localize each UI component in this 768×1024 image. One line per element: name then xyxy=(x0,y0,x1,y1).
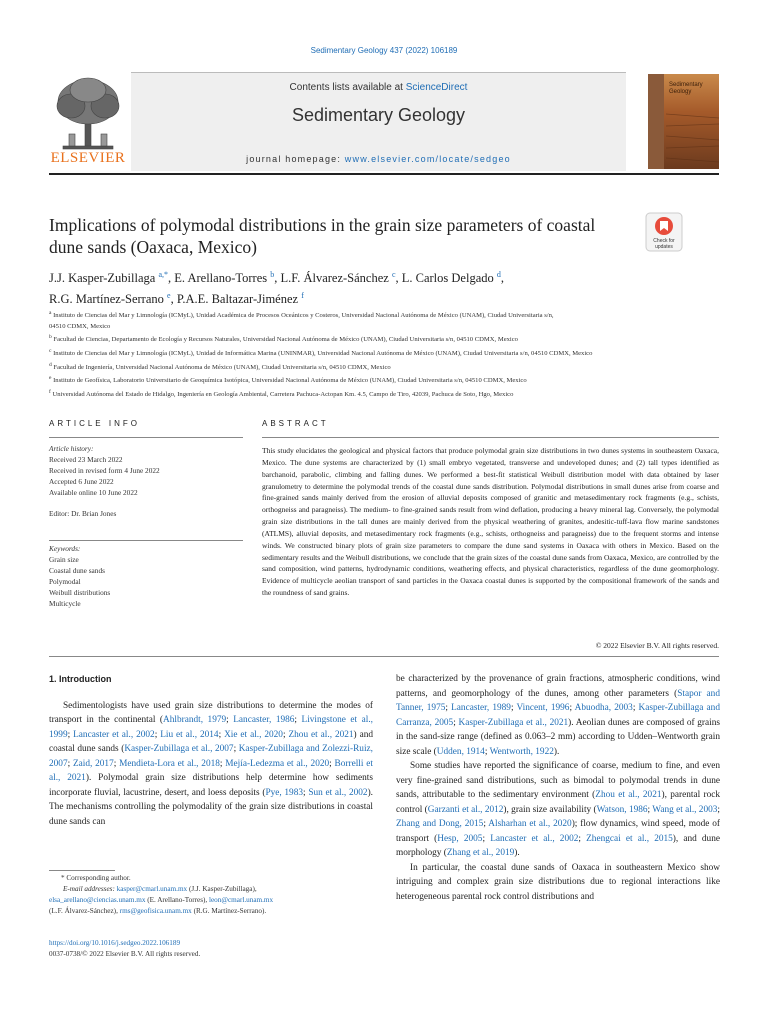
affiliation-marker: e xyxy=(49,375,52,382)
homepage-link[interactable]: www.elsevier.com/locate/sedgeo xyxy=(344,154,511,164)
affiliation-list xyxy=(49,308,729,401)
paragraph-text: ; xyxy=(647,804,653,815)
affiliation-marker: a xyxy=(49,310,52,316)
abstract-heading: ABSTRACT xyxy=(262,419,329,428)
paragraph-text: ), grain size availability ( xyxy=(503,804,597,815)
author-name[interactable]: L.F. Álvarez-Sánchez $^c$ xyxy=(280,270,396,286)
journal-citation[interactable]: Sedimentary Geology 437 (2022) 106189 xyxy=(310,46,458,55)
paragraph-text: ; xyxy=(67,758,73,769)
affiliation-item: 04510 CDMX, Mexico xyxy=(49,322,111,330)
reference-link[interactable]: Abuodha, 2003 xyxy=(574,703,633,713)
paragraph-text: ; xyxy=(484,746,490,757)
keyword-item: Grain size xyxy=(49,555,79,564)
affiliation-item: $^e$ Instituto de Geofísica, Laboratorio Universitario de Geoquímica Isotópica, Universidad Nacional Autónoma de México (UNAM), Ciudad Universitaria s/n, 04510 CDMX, Mexico xyxy=(49,375,527,385)
reference-link[interactable]: Zhou et al., 2021 xyxy=(288,729,354,740)
paragraph-text: ; xyxy=(329,758,335,769)
affiliation-item: $^f$ Universidad Autónoma del Estado de Hidalgo, Ingeniería en Geología Ambiental, Carretera Pachuca-Actopan Km. 4.5, Campo de Tiro, 42039, Pachuca de Soto, Hgo, Mexico xyxy=(49,388,514,399)
email-link[interactable]: elsa_arellano@ciencias.unam.mx xyxy=(49,896,146,904)
reference-link[interactable]: Vincent, 1996 xyxy=(516,703,570,713)
paragraph-text: ; xyxy=(717,804,720,815)
article-info-heading: ARTICLE INFO xyxy=(49,419,140,428)
keywords-rule xyxy=(49,540,243,541)
reference-link[interactable]: Zhengcai et al., 2015 xyxy=(586,833,673,844)
paragraph-text: ; xyxy=(226,715,234,725)
article-history xyxy=(49,443,249,498)
paragraph-text: ; xyxy=(569,703,575,713)
paragraph-text: be characterized by the provenance of grain fractions, atmospheric conditions, wind patterns, and geomorphology of the dunes, among other parameters ( xyxy=(396,674,720,699)
paragraph-text: ). Polymodal grain size distributions help determine how sediments incorporate fluvial, lacustrine, desert, and loess deposits ( xyxy=(49,773,374,798)
paragraph-text: ), parental rock control ( xyxy=(396,790,720,815)
sciencedirect-link[interactable]: ScienceDirect xyxy=(405,82,468,93)
email-label: E-mail addresses: xyxy=(63,885,115,893)
affiliation-marker: c xyxy=(49,347,52,354)
check-updates-line-1: Check for xyxy=(653,238,675,244)
keyword-item: Multicycle xyxy=(49,599,81,608)
reference-link[interactable]: Lancaster et al., 2002 xyxy=(490,833,579,844)
footnote-rule xyxy=(49,870,115,871)
intro-paragraph-4: In particular, the coastal dune sands of Oaxaca in southeastern Mexico show intriguing and complex grain size distributions due to regional interactions like heterogeneous parental rock control distributions and xyxy=(396,862,720,902)
contents-available-line xyxy=(131,82,626,93)
reference-link[interactable]: Kasper-Zubillaga and Zolezzi-Ruiz, 2007 xyxy=(49,744,373,769)
paragraph-text: ; xyxy=(154,729,161,740)
reference-link[interactable]: Udden, 1914 xyxy=(436,746,485,757)
email-owner: (J.J. Kasper-Zubillaga), xyxy=(188,885,257,893)
reference-link[interactable]: Zaid, 2017 xyxy=(72,758,114,769)
abstract-copyright: © 2022 Elsevier B.V. All rights reserved. xyxy=(595,641,719,650)
reference-link[interactable]: Liu et al., 2014 xyxy=(160,729,219,740)
email-owner: (R.G. Martínez-Serrano). xyxy=(193,907,267,915)
intro-paragraph-1 xyxy=(49,699,373,830)
reference-link[interactable]: Stapor and Tanner, 1975 xyxy=(396,688,720,713)
paragraph-text: ; xyxy=(578,833,587,844)
reference-link[interactable]: Alsharhan et al., 2020 xyxy=(488,819,572,829)
reference-link[interactable]: Zhang et al., 2019 xyxy=(446,848,515,858)
paragraph-text: ; xyxy=(113,758,120,769)
reference-link[interactable]: Hesp, 2005 xyxy=(437,833,483,844)
author-name[interactable]: R.G. Martínez-Serrano $^e$ xyxy=(49,291,171,307)
history-received: Received 23 March 2022 xyxy=(49,455,123,464)
body-right-column xyxy=(396,672,720,904)
cover-line-1: Sedimentary xyxy=(669,82,703,88)
corresponding-author-note: Corresponding author. xyxy=(66,874,131,882)
abstract-bottom-rule xyxy=(49,656,719,657)
doi-link[interactable]: https://doi.org/10.1016/j.sedgeo.2022.106189 xyxy=(49,939,181,947)
reference-link[interactable]: Pye, 1983 xyxy=(265,787,304,798)
reference-link[interactable]: Sun et al., 2002 xyxy=(308,787,368,798)
keywords-list xyxy=(49,543,249,609)
author-affiliation-marker[interactable]: e xyxy=(167,291,171,301)
cover-line-2: Geology xyxy=(669,89,692,95)
reference-link[interactable]: Kasper-Zubillaga and Carranza, 2005 xyxy=(396,703,720,728)
reference-link[interactable]: Ahlbrandt, 1979 xyxy=(163,715,227,725)
reference-link[interactable]: Lancaster et al., 2002 xyxy=(73,729,155,740)
reference-link[interactable]: Livingstone et al., 1999 xyxy=(49,715,373,740)
section-heading-introduction: 1. Introduction xyxy=(49,674,112,684)
paragraph-text: ). Aeolian dunes are composed of grains in the sand-size range (defined as 0.063–2 mm) according to Udden–Wentworth grain size scale ( xyxy=(396,717,720,757)
paragraph-text: ), and dune morphology ( xyxy=(396,833,720,858)
paragraph-text: ). xyxy=(514,848,520,858)
paragraph-text: ; xyxy=(282,729,289,740)
reference-link[interactable]: Xie et al., 2020 xyxy=(224,729,283,740)
paragraph-text: ; xyxy=(218,729,225,740)
reference-link[interactable]: Lancaster, 1989 xyxy=(451,703,511,713)
journal-title: Sedimentary Geology xyxy=(291,105,466,125)
affiliation-item: $^b$ Facultad de Ciencias, Departamento de Ecología y Recursos Naturales, Universidad Nacional Autónoma de México (UNAM), Ciudad Universitaria s/n, 04510 CDMX, Mexico xyxy=(49,334,518,344)
editor-line: Editor: Dr. Brian Jones xyxy=(49,509,117,518)
paragraph-text: ; xyxy=(233,744,239,754)
contents-prefix: Contents lists available at xyxy=(289,82,403,93)
intro-paragraph-3 xyxy=(396,759,720,861)
history-label: Article history: xyxy=(49,444,94,453)
reference-link[interactable]: Kasper-Zubillaga et al., 2007 xyxy=(124,744,234,754)
body-left-column xyxy=(49,672,373,829)
paragraph-text: Sedimentologists have used grain size distributions to determine the modes of transport in the continental ( xyxy=(49,700,373,725)
author-name[interactable]: P.A.E. Baltazar-Jiménez $^f$ xyxy=(176,291,304,307)
intro-paragraph-2 xyxy=(396,672,720,759)
keyword-item: Weibull distributions xyxy=(49,588,111,597)
reference-link[interactable]: Zhang and Dong, 2015 xyxy=(396,819,484,829)
paragraph-text: Some studies have reported the significance of coarse, medium to fine, and even very fine-grained sand distributions, such as bimodal to polymodal trends in dune sands, attributable to the sedimentary environment ( xyxy=(396,761,720,800)
paragraph-text: ; xyxy=(483,819,489,829)
author-affiliation-marker[interactable]: d xyxy=(496,270,501,279)
paragraph-text: ; xyxy=(510,703,517,713)
author-name[interactable]: L. Carlos Delgado $^d$ xyxy=(401,270,501,286)
asterisk-icon: * xyxy=(61,874,67,882)
reference-link[interactable]: Kasper-Zubillaga et al., 2021 xyxy=(458,717,569,728)
reference-link[interactable]: Wang et al., 2003 xyxy=(652,804,718,815)
email-link[interactable]: kasper@cmarl.unam.mx xyxy=(116,885,188,893)
cover-title xyxy=(669,82,715,96)
email-owner: (L.F. Álvarez-Sánchez), xyxy=(49,907,118,915)
paragraph-text: ). xyxy=(553,746,560,757)
header-bottom-rule xyxy=(49,173,719,175)
check-for-updates-badge[interactable] xyxy=(645,212,683,252)
reference-link[interactable]: Watson, 1986 xyxy=(596,804,648,815)
email-link[interactable]: rms@geofisica.unam.mx xyxy=(119,907,192,915)
homepage-prefix: journal homepage: xyxy=(246,154,342,164)
journal-homepage-line xyxy=(131,154,626,164)
history-revised: Received in revised form 4 June 2022 xyxy=(49,466,160,475)
author-affiliation-marker[interactable]: c xyxy=(391,270,396,279)
paragraph-text: ; xyxy=(453,717,459,728)
reference-link[interactable]: Lancaster, 1986 xyxy=(233,715,295,725)
paragraph-text: ; xyxy=(303,787,309,798)
keyword-item: Polymodal xyxy=(49,577,81,586)
paragraph-text: ; xyxy=(294,715,302,725)
abstract-text: This study elucidates the geological and physical factors that produce polymodal grain size distributions in two dunes systems in southeastern Oaxaca, Mexico. The dune systems are characterized by (1) small embryo vegetated, transverse and undeveloped dunes; and (2) tall types identified as barchanoid, parabolic, climbing and falling dunes. We performed a best-fit statistical Weibull distribution model with data obtained by laser granulometry to determine the polymodal trends of the coastal dune sands distribution. Polymodal distributions in small dunes arise from coarse and fine-grained sands mainly derived from the erosion of alluvial deposits composed of granitic and metasedimentary rock fragments (e.g., schists, orthogneiss and paragneiss). The medium- to fine-grained sands result from wind deflation, producing a heavy mineral lag. Conversely, the polymodal grain size distributions in the tall dunes are mainly derived from the physical weathering of granites, andesitic-tuff-lava flow marine sandstones (ATLMS), alluvial deposits, and metasedimentary rock fragments (e.g., schists, orthogneiss and paragneiss) due to the frequent storms and intense winds. We constructed binary plots of grain size parameters to compare the dune sand systems in Oaxaca with others in Mexico. Based on the sedimentary results and the Weibull distributions, we conclude that the grain sizes of the coastal dune sands from Oaxaca, Mexico, are controlled by the sand composition, wind patterns, hydrodynamic conditions, weathering effects, and physical characteristics, regardless of the dune geomorphology. Evidence of multicycle aeolian transport of sand particles in the Oaxaca coastal dunes is supported by the compositional framework of the sands and the roundness of sand grains. xyxy=(262,446,719,598)
header-top-rule xyxy=(131,72,626,73)
reference-link[interactable]: Borrelli et al., 2021 xyxy=(49,758,373,783)
email-link[interactable]: leon@cmarl.unam.mx xyxy=(209,896,274,904)
paragraph-text: ; xyxy=(219,758,226,769)
paragraph-text: ; xyxy=(632,703,639,713)
author-name[interactable]: J.J. Kasper-Zubillaga $^{a,*}$ xyxy=(49,270,169,286)
reference-link[interactable]: Garzanti et al., 2012 xyxy=(427,804,504,815)
paragraph-text: ; xyxy=(67,729,74,740)
affiliation-item: $^a$ Instituto de Ciencias del Mar y Limnología (ICMyL), Unidad Académica de Procesos Oceánicos y Costeros, Universidad Nacional Autónoma de México (UNAM), Ciudad Universitaria s/n, xyxy=(49,310,554,320)
paragraph-text: ). The mechanisms controlling the polymodality of the grain size distributions in coastal dune sands can xyxy=(49,787,373,827)
author-affiliation-marker[interactable]: f xyxy=(301,291,304,301)
author-affiliation-marker[interactable]: b xyxy=(270,270,275,279)
keywords-label: Keywords: xyxy=(49,544,81,553)
footnotes xyxy=(49,873,379,917)
reference-link[interactable]: Wentworth, 1922 xyxy=(489,746,554,757)
paragraph-text: ) and coastal dune sands ( xyxy=(49,729,373,754)
author-affiliation-marker[interactable]: a,* xyxy=(158,270,169,279)
publisher-name: ELSEVIER xyxy=(50,150,126,166)
reference-link[interactable]: Zhou et al., 2021 xyxy=(595,790,662,800)
article-title: Implications of polymodal distributions in the grain size parameters of coastal dune sands (Oaxaca, Mexico) xyxy=(49,215,596,257)
check-updates-line-2: updates xyxy=(655,244,673,250)
affiliation-item: $^c$ Instituto de Ciencias del Mar y Limnología (ICMyL), Unidad de Informática Marina (UNINMAR), Universidad Nacional Autónoma de México (UNAM), Ciudad Universitaria s/n, 04510 CDMX, Mexico xyxy=(49,347,593,358)
affiliation-marker: f xyxy=(49,388,51,395)
issn-copyright: 0037-0738/© 2022 Elsevier B.V. All rights reserved. xyxy=(49,950,201,958)
author-list: J.J. Kasper-Zubillaga $^{a,*}$, E. Arellano-Torres $^b$, L.F. Álvarez-Sánchez $^c$, L. Carlos Delgado $^d$, R.G. Martínez-Serrano $^e$, P.A.E. Baltazar-Jiménez $^f$ xyxy=(49,270,504,307)
history-accepted: Accepted 6 June 2022 xyxy=(49,477,114,486)
paragraph-text: ; xyxy=(482,833,491,844)
history-online: Available online 10 June 2022 xyxy=(49,488,138,497)
paragraph-text: ); flow dynamics, wind speed, mode of transport ( xyxy=(396,819,720,844)
affiliation-item: $^d$ Facultad de Ingeniería, Universidad Nacional Autónoma de México (UNAM), Ciudad Universitaria s/n, 04510 CDMX, Mexico xyxy=(49,361,391,371)
reference-link[interactable]: Mendieta-Lora et al., 2018 xyxy=(119,758,220,769)
article-info-rule xyxy=(49,437,243,438)
paragraph-text: ; xyxy=(445,703,452,713)
author-name[interactable]: E. Arellano-Torres $^b$ xyxy=(174,270,275,286)
abstract-rule xyxy=(262,437,719,438)
affiliation-marker: b xyxy=(49,334,52,341)
reference-link[interactable]: Mejía-Ledezma et al., 2020 xyxy=(225,758,330,769)
email-owner: (E. Arellano-Torres), xyxy=(147,896,208,904)
keyword-item: Coastal dune sands xyxy=(49,566,105,575)
affiliation-marker: d xyxy=(49,361,52,368)
